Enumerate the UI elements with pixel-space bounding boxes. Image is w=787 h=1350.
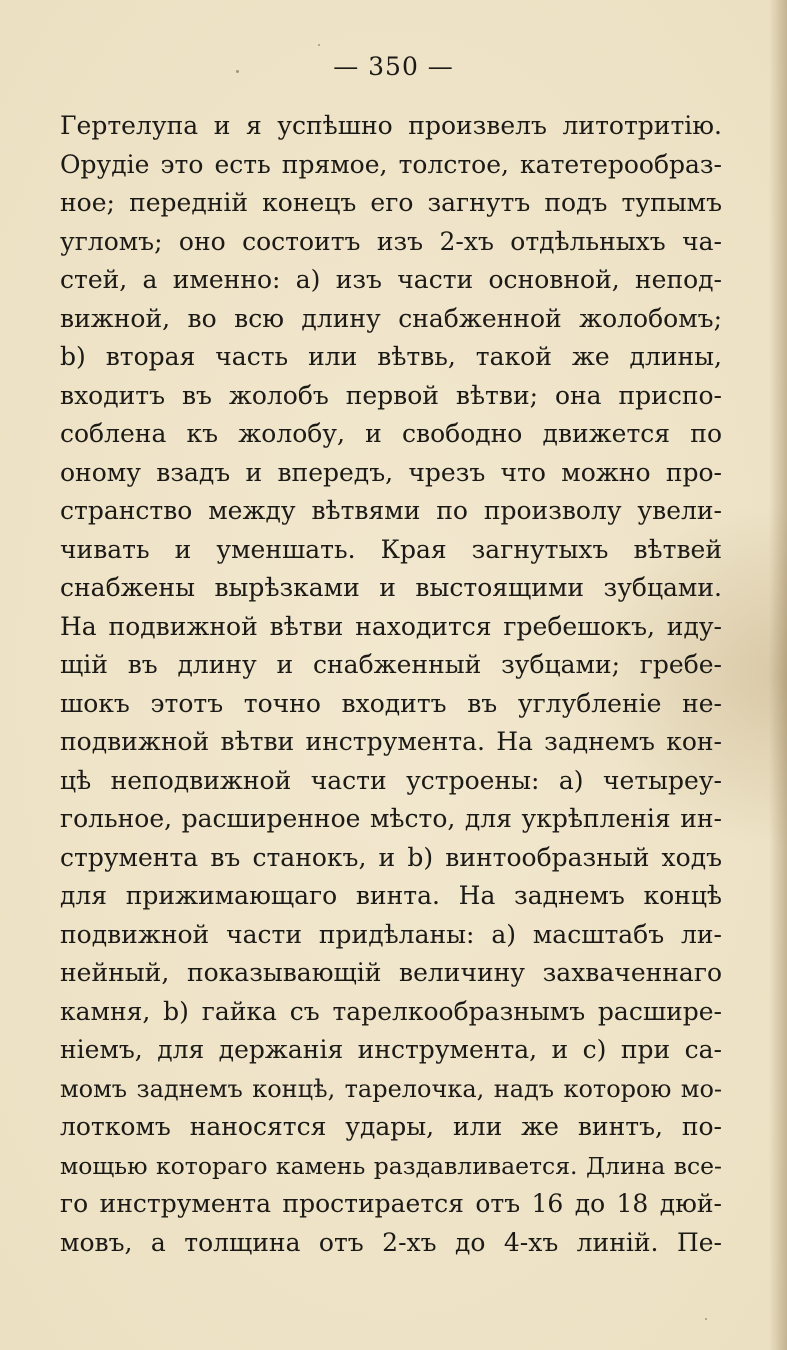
text-line: подвижной части придѣланы: а) масштабъ ли- [60, 919, 722, 949]
text-line: стей, а именно: а) изъ части основной, непод- [60, 265, 722, 294]
text-line: вижной, во всю длину снабженной жолобомъ; [60, 303, 722, 333]
text-line: Гертелупа и я успѣшно произвелъ литотритію. [60, 111, 722, 140]
text-line: щій въ длину и снабженный зубцами; гребе- [60, 650, 722, 679]
text-line: лоткомъ наносятся удары, или же винтъ, по- [60, 1112, 722, 1141]
page-number: — 350 — [333, 52, 454, 81]
text-line: снабжены вырѣзками и выстоящими зубцами. [60, 573, 722, 602]
text-line: странство между вѣтвями по произволу увели- [60, 496, 722, 525]
text-line: соблена къ жолобу, и свободно движется по [60, 419, 722, 448]
text-line: мовъ, а толщина отъ 2-хъ до 4-хъ линій. Пе- [60, 1227, 722, 1257]
text-line: мощью котораго камень раздавливается. Длина все- [60, 1151, 722, 1180]
text-line: подвижной вѣтви инструмента. На заднемъ кон- [60, 727, 722, 756]
text-line: гольное, расширенное мѣсто, для укрѣпленія ин- [60, 804, 722, 833]
text-line: момъ заднемъ концѣ, тарелочка, надъ которою мо- [60, 1074, 722, 1103]
text-line: го инструмента простирается отъ 16 до 18 дюй- [60, 1189, 722, 1218]
paper-speck [705, 1318, 707, 1320]
text-line: угломъ; оно состоитъ изъ 2-хъ отдѣльныхъ ча- [60, 226, 722, 256]
text-line: входитъ въ жолобъ первой вѣтви; она приспо- [60, 380, 722, 410]
text-line: Орудіе это есть прямое, толстое, катетерообраз- [60, 149, 722, 179]
text-line: шокъ этотъ точно входитъ въ углубленіе не- [60, 688, 722, 718]
text-line: ное; передній конецъ его загнутъ подъ тупымъ [60, 188, 722, 217]
text-line: камня, b) гайка съ тарелкообразнымъ расшире- [60, 996, 722, 1026]
text-line: цѣ неподвижной части устроены: а) четыреу- [60, 765, 722, 795]
text-line: нейный, показывающій величину захваченнаго [60, 958, 722, 987]
text-line: b) вторая часть или вѣтвь, такой же длины, [60, 342, 722, 371]
paper-speck [318, 44, 320, 46]
text-line: чивать и уменшать. Края загнутыхъ вѣтвей [60, 534, 722, 564]
body-text [60, 107, 722, 1262]
text-line: ніемъ, для держанія инструмента, и с) при са- [60, 1035, 722, 1064]
text-line: оному взадъ и впередъ, чрезъ что можно про- [60, 457, 722, 487]
text-line: На подвижной вѣтви находится гребешокъ, иду- [60, 611, 722, 641]
text-line: струмента въ станокъ, и b) винтообразный ходъ [60, 842, 722, 872]
page-gutter-shadow [769, 0, 787, 1350]
text-line: для прижимающаго винта. На заднемъ концѣ [60, 881, 722, 910]
